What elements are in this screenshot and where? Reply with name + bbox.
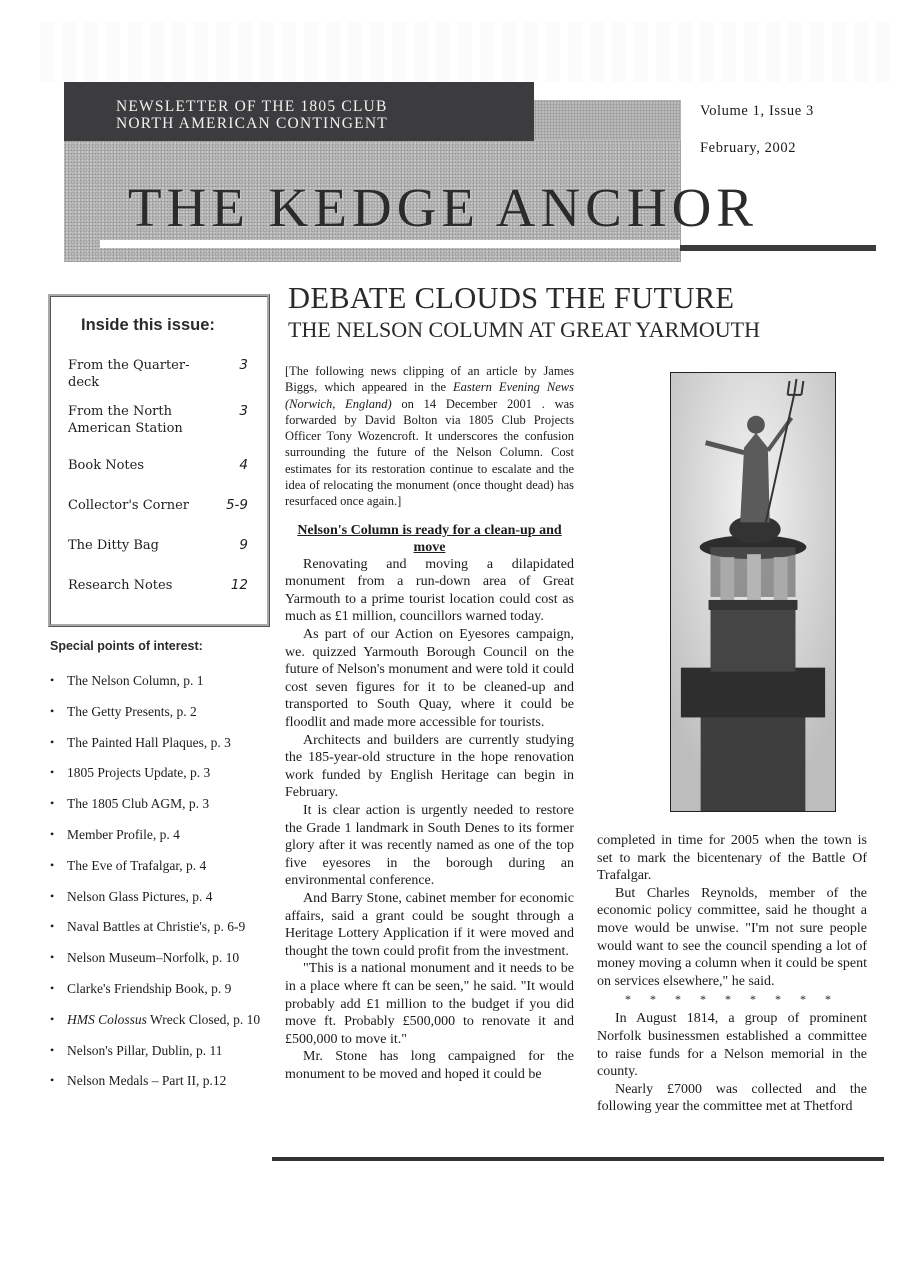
article-column-2	[597, 832, 867, 1116]
toc-item-label: From the North American Station	[68, 404, 183, 436]
publication-name: Eastern Evening News (Norwich, England)	[285, 380, 574, 411]
special-point-item[interactable]	[50, 1012, 260, 1043]
toc-item-label: From the Quarter-deck	[68, 358, 190, 390]
special-point-item[interactable]: • The Nelson Column, p. 1	[50, 673, 260, 704]
toc-item-label: The Ditty Bag	[68, 538, 159, 553]
inside-this-issue-heading: Inside this issue:	[81, 316, 215, 334]
toc-item[interactable]	[68, 577, 248, 594]
masthead-subtitle-line1: NEWSLETTER OF THE 1805 CLUB	[116, 98, 388, 115]
special-point-item[interactable]: • Nelson's Pillar, Dublin, p. 11	[50, 1043, 260, 1074]
article-paragraph: As part of our Action on Eyesores campaign, we. quizzed Yarmouth Borough Council on the future of Nelson's monument and were told it could cost seven figures for it to be cleaned-up and transported to South Quay, where it could be floodlit and made more accessible for tourists.	[285, 627, 574, 731]
article-paragraph: And Barry Stone, cabinet member for economic affairs, said a grant could be sought through a Heritage Lottery Application if it were moved and thought the town could profit from the investment.	[285, 890, 574, 959]
special-point-item[interactable]: • Nelson Glass Pictures, p. 4	[50, 889, 260, 920]
section-separator: * * * * * * * * *	[625, 992, 839, 1007]
article-paragraph: "This is a national monument and it needs to be in a place where ft can be seen," he said. "It would probably add £1 million to the budget if you did move ft. Probably £500,000 to renovate it and £500,000 to move it."	[285, 961, 574, 1047]
issue-volume: Volume 1, Issue 3	[700, 103, 814, 119]
toc-item-page: 3	[239, 403, 248, 419]
article-paragraph: Mr. Stone has long campaigned for the monument to be moved and hoped it could be	[285, 1049, 574, 1082]
masthead-white-rule	[100, 240, 680, 248]
toc-item[interactable]	[68, 457, 248, 474]
issue-date: February, 2002	[700, 140, 797, 156]
story-heading: Nelson's Column is ready for a clean-up and move	[297, 522, 562, 555]
article-intro	[285, 363, 574, 510]
inside-this-issue-box	[48, 294, 270, 627]
article-subheadline: THE NELSON COLUMN AT GREAT YARMOUTH	[288, 317, 761, 342]
masthead-subtitle-line2: NORTH AMERICAN CONTINGENT	[116, 115, 388, 132]
special-point-item[interactable]: • Clarke's Friendship Book, p. 9	[50, 981, 260, 1012]
article-paragraph: In August 1814, a group of prominent Norfolk businessmen established a committee to raise funds for a Nelson memorial in the county.	[597, 1011, 867, 1080]
special-point-item[interactable]: • Member Profile, p. 4	[50, 827, 260, 858]
toc-item-page: 3	[239, 357, 248, 373]
special-point-item[interactable]: • 1805 Projects Update, p. 3	[50, 765, 260, 796]
special-point-item[interactable]: • The Getty Presents, p. 2	[50, 704, 260, 735]
special-point-item[interactable]: • Nelson Medals – Part II, p.12	[50, 1073, 260, 1104]
toc-item-page: 5-9	[225, 497, 248, 513]
toc-item[interactable]	[68, 497, 248, 514]
toc-item-page: 9	[239, 537, 248, 553]
nelson-column-statue-icon	[671, 373, 835, 811]
article-paragraph: completed in time for 2005 when the town is set to mark the bicentenary of the Battle Of Trafalgar.	[597, 833, 867, 884]
masthead-subtitle	[116, 98, 388, 132]
toc-item-label: Research Notes	[68, 578, 173, 593]
special-point-italic-prefix: HMS Colossus	[67, 1011, 147, 1027]
article-paragraph: Architects and builders are currently studying the 185-year-old structure in the hope renovation work funded by English Heritage can begin in February.	[285, 732, 574, 801]
special-point-item[interactable]: • Nelson Museum–Norfolk, p. 10	[50, 950, 260, 981]
article-column-1	[285, 363, 574, 1083]
bottom-rule	[272, 1157, 884, 1161]
special-point-item[interactable]: • The 1805 Club AGM, p. 3	[50, 796, 260, 827]
special-point-text: Wreck Closed, p. 10	[150, 1011, 261, 1027]
article-headline: DEBATE CLOUDS THE FUTURE	[288, 281, 735, 315]
toc-item-page: 4	[239, 457, 248, 473]
newsletter-title: THE KEDGE ANCHOR	[128, 177, 758, 238]
bleed-through-texture	[40, 22, 890, 82]
article-paragraph: But Charles Reynolds, member of the economic policy committee, said he thought a move would be unwise. "I'm not sure people would want to see the council spending a lot of money moving a column when it could be spent on services elsewhere," he said.	[597, 885, 867, 989]
special-point-item[interactable]: • The Eve of Trafalgar, p. 4	[50, 858, 260, 889]
special-points-list	[50, 673, 260, 1104]
intro-text: [The following news clipping of an article by James Biggs, which appeared in the	[285, 364, 574, 395]
intro-text: on 14 December 2001 . was forwarded by David Bolton via 1805 Club Projects Officer Tony Wozencroft. It underscores the confusion surrounding the future of the Nelson Column. Cost estimates for its restoration continue to escalate and the idea of relocating the monument (once thought dead) has resurfaced once again.]	[285, 396, 575, 509]
toc-item-label: Book Notes	[68, 458, 145, 473]
special-points-heading: Special points of interest:	[50, 639, 203, 653]
article-paragraph: Renovating and moving a dilapidated monument from a run-down area of Great Yarmouth to a prime tourist location could cost as much as £1 million, councillors warned today.	[285, 556, 574, 625]
toc-item-page: 12	[230, 577, 248, 593]
article-paragraph: It is clear action is urgently needed to restore the Grade 1 landmark in South Denes to its former glory after it was recently named as one of the top five eyesores in the borough during an environmental conference.	[285, 802, 574, 889]
toc-item[interactable]	[68, 357, 248, 391]
masthead-dark-rule	[680, 245, 876, 251]
toc-item-label: Collector's Corner	[68, 498, 189, 513]
toc-item[interactable]	[68, 403, 248, 437]
special-point-item[interactable]: • Naval Battles at Christie's, p. 6-9	[50, 919, 260, 950]
toc-item[interactable]	[68, 537, 248, 554]
special-point-item[interactable]: • The Painted Hall Plaques, p. 3	[50, 735, 260, 766]
nelson-column-photo	[670, 372, 836, 812]
article-paragraph: Nearly £7000 was collected and the following year the committee met at Thetford	[597, 1081, 867, 1115]
